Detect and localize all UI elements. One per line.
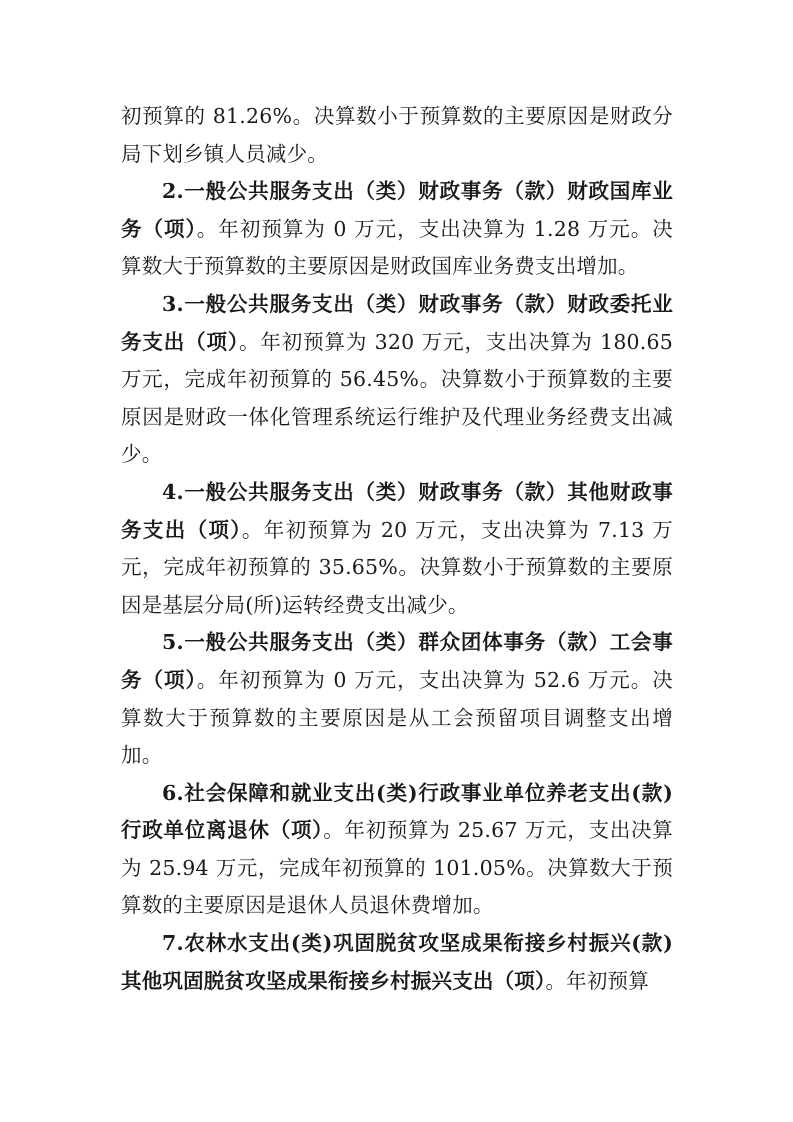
item-7-paragraph <box>121 925 673 1000</box>
intro-paragraph <box>121 98 673 173</box>
item-5-paragraph <box>121 624 673 774</box>
item-6-body: 。年初预算为 25.67 万元，支出决算为 25.94 万元，完成年初预算的 101.05%。决算数大于预算数的主要原因是退休人员退休费增加。 <box>121 818 673 918</box>
item-3-paragraph <box>121 286 673 474</box>
item-4-heading: 4.一般公共服务支出（类）财政事务（款）其他财政事务支出（项） <box>121 479 673 542</box>
item-4-body: 。年初预算为 20 万元，支出决算为 7.13 万元，完成年初预算的 35.65%。决算数小于预算数的主要原因是基层分局(所)运转经费支出减少。 <box>121 517 673 617</box>
intro-text: 初预算的 81.26%。决算数小于预算数的主要原因是财政分局下划乡镇人员减少。 <box>121 104 673 166</box>
item-3-heading: 3.一般公共服务支出（类）财政事务（款）财政委托业务支出（项） <box>121 291 673 354</box>
item-3-body: 。年初预算为 320 万元，支出决算为 180.65 万元，完成年初预算的 56.45%。决算数小于预算数的主要原因是财政一体化管理系统运行维护及代理业务经费支出减少。 <box>121 329 674 467</box>
item-2-heading: 2.一般公共服务支出（类）财政事务（款）财政国库业务（项） <box>121 179 673 241</box>
item-2-body: 。年初预算为 0 万元，支出决算为 1.28 万元。决算数大于预算数的主要原因是财政国库业务费支出增加。 <box>121 216 673 279</box>
item-4-paragraph <box>121 474 673 624</box>
item-6-paragraph <box>121 775 673 925</box>
item-7-body: 。年初预算 <box>545 968 649 993</box>
item-5-body: 。年初预算为 0 万元，支出决算为 52.6 万元。决算数大于预算数的主要原因是从工会预留项目调整支出增加。 <box>121 667 673 768</box>
item-6-heading: 6.社会保障和就业支出(类)行政事业单位养老支出(款)行政单位离退休（项） <box>121 780 673 843</box>
document-body <box>121 98 673 1000</box>
item-7-heading: 7.农林水支出(类)巩固脱贫攻坚成果衔接乡村振兴(款)其他巩固脱贫攻坚成果衔接乡村振兴支出（项） <box>121 931 673 993</box>
item-5-heading: 5.一般公共服务支出（类）群众团体事务（款）工会事务（项） <box>121 630 673 692</box>
item-2-paragraph <box>121 173 673 286</box>
